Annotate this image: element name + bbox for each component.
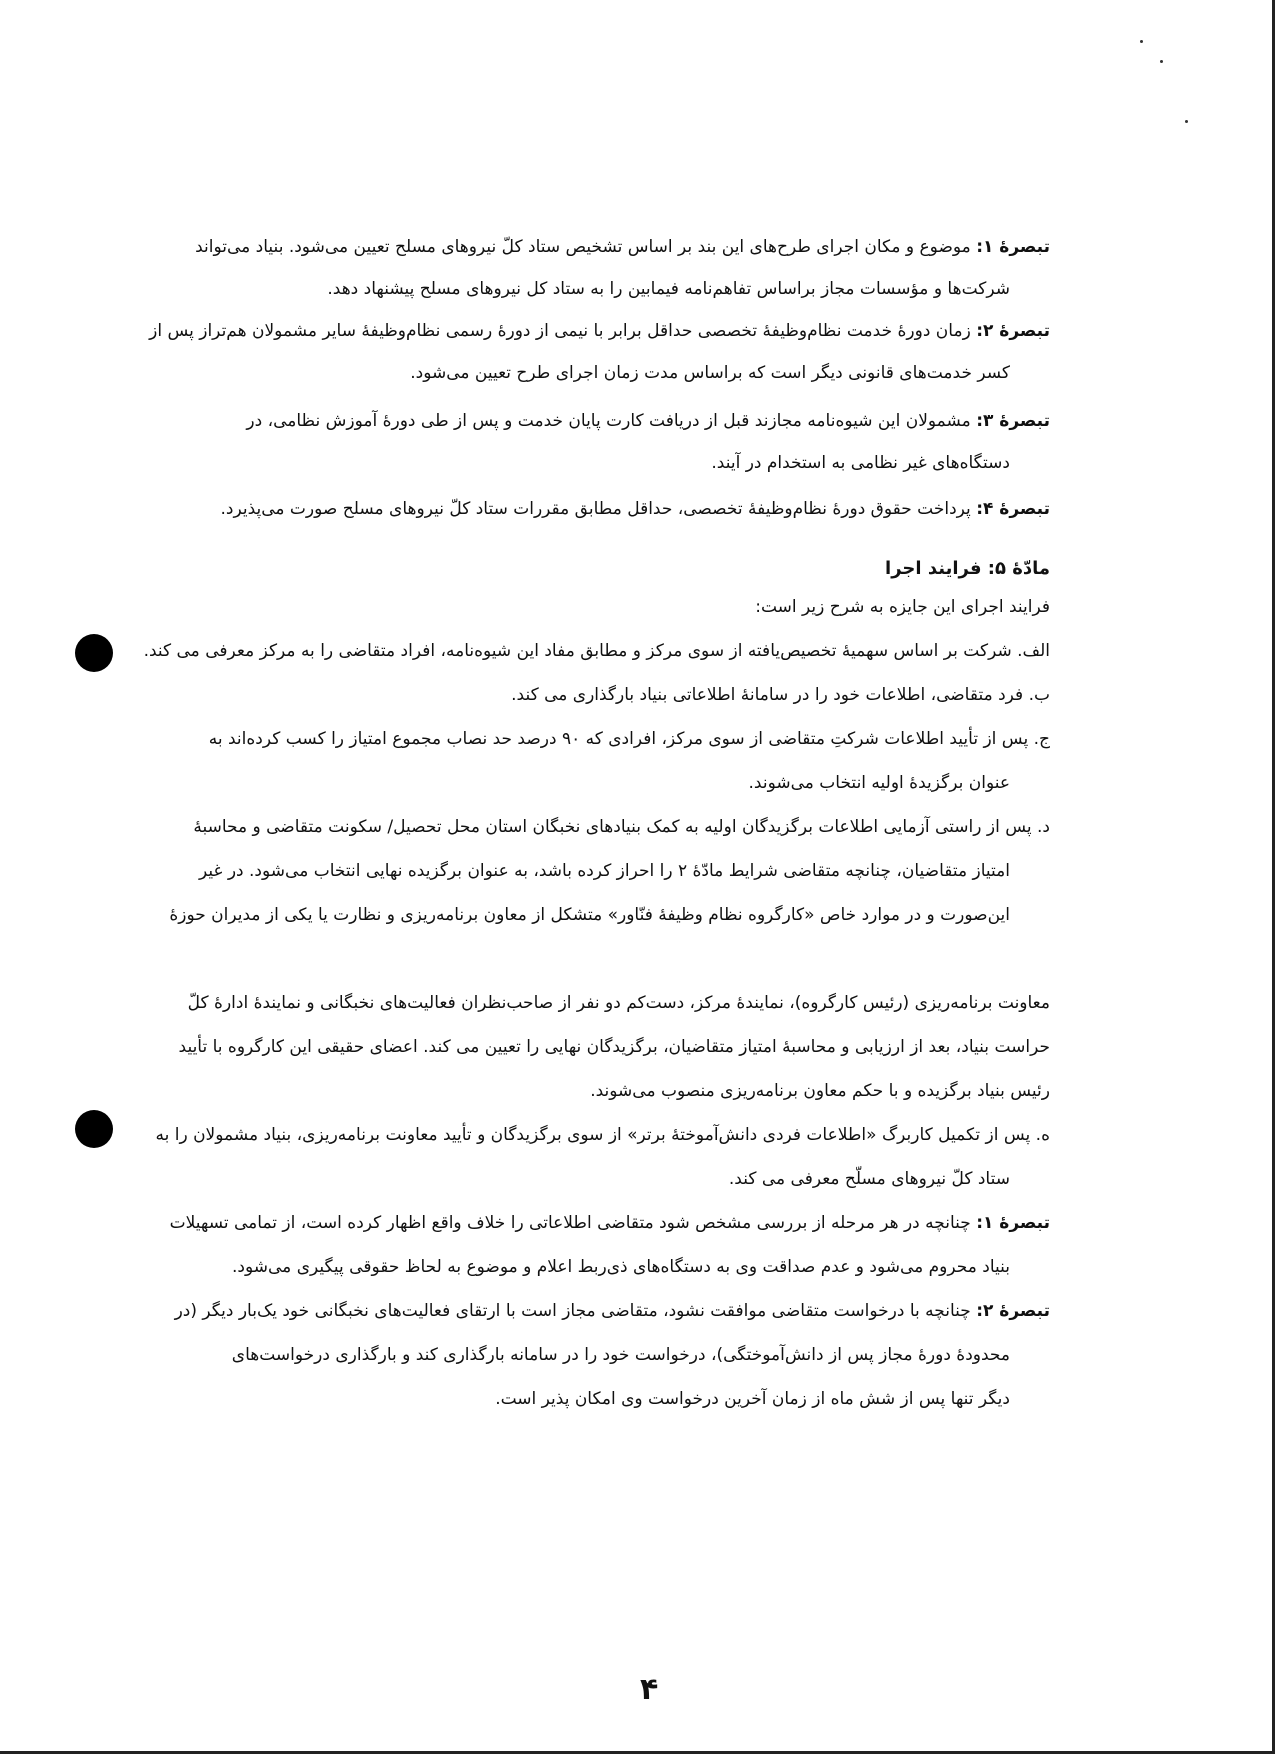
item-dal-line-3: این‌صورت و در موارد خاص «کارگروه نظام وظیفهٔ فنّاور» متشکل از معاون برنامه‌ریزی و نظارت یا یکی از مدیران حوزهٔ — [169, 905, 1010, 925]
note-label: تبصرهٔ ۱: — [976, 1213, 1050, 1233]
note-3-line-2: دستگاه‌های غیر نظامی به استخدام در آیند. — [711, 453, 1010, 473]
note-1-line-1: تبصرهٔ ۱: موضوع و مکان اجرای طرح‌های این بند بر اساس تشخیص ستاد کلّ نیروهای مسلح تعیین می‌شود. بنیاد می‌تواند — [195, 237, 1050, 257]
note-label: تبصرهٔ ۲: — [976, 1301, 1050, 1321]
note-2-line-1: تبصرهٔ ۲: زمان دورهٔ خدمت نظام‌وظیفهٔ تخصصی حداقل برابر با نیمی از دورهٔ رسمی نظام‌وظیفهٔ سایر مشمولان هم‌تراز پس از — [149, 321, 1050, 341]
note-label: تبصرهٔ ۲: — [976, 321, 1050, 341]
note-2-line-2: کسر خدمت‌های قانونی دیگر است که براساس مدت زمان اجرای طرح تعیین می‌شود. — [410, 363, 1010, 383]
bottom-note-1-line-1: تبصرهٔ ۱: چنانچه در هر مرحله از بررسی مشخص شود متقاضی اطلاعاتی را خلاف واقع اظهار کرده است، از تمامی تسهیلات — [169, 1213, 1050, 1233]
bottom-note-2-line-2: محدودهٔ دورهٔ مجاز پس از دانش‌آموختگی)، درخواست خود را در سامانه بارگذاری کند و بارگذاری درخواست‌های — [231, 1345, 1010, 1365]
scan-speck — [1185, 120, 1188, 123]
item-dal-line-1: د. پس از راستی آزمایی اطلاعات برگزیدگان اولیه به کمک بنیادهای نخبگان استان محل تحصیل/ سکونت متقاضی و محاسبهٔ — [193, 817, 1050, 837]
note-4-line-1: تبصرهٔ ۴: پرداخت حقوق دورهٔ نظام‌وظیفهٔ تخصصی، حداقل مطابق مقررات ستاد کلّ نیروهای مسلح صورت می‌پذیرد. — [220, 499, 1050, 519]
scan-speck — [1140, 40, 1143, 43]
item-jim-line-2: عنوان برگزیدهٔ اولیه انتخاب می‌شوند. — [748, 773, 1010, 793]
punch-hole — [75, 1110, 113, 1148]
punch-hole — [75, 634, 113, 672]
bottom-note-2-line-3: دیگر تنها پس از شش ماه از زمان آخرین درخواست وی امکان پذیر است. — [495, 1389, 1010, 1409]
item-he-line-1: ه. پس از تکمیل کاربرگ «اطلاعات فردی دانش‌آموختهٔ برتر» از سوی برگزیدگان و تأیید معاونت برنامه‌ریزی، بنیاد مشمولان را به — [155, 1125, 1050, 1145]
item-he-line-2: ستاد کلّ نیروهای مسلّح معرفی می کند. — [728, 1169, 1010, 1189]
article-heading: مادّهٔ ۵: فرایند اجرا — [885, 558, 1050, 579]
note-label: تبصرهٔ ۴: — [976, 499, 1050, 519]
item-dal-line-5: معاونت برنامه‌ریزی (رئیس کارگروه)، نمایندهٔ مرکز، دست‌کم دو نفر از صاحب‌نظران فعالیت‌های نخبگانی و نمایندهٔ ادارهٔ کلّ — [187, 993, 1050, 1013]
scan-speck — [1160, 60, 1163, 63]
item-be: ب. فرد متقاضی، اطلاعات خود را در سامانهٔ اطلاعاتی بنیاد بارگذاری می کند. — [511, 685, 1050, 705]
bottom-note-2-line-1: تبصرهٔ ۲: چنانچه با درخواست متقاضی موافقت نشود، متقاضی مجاز است با ارتقای فعالیت‌های نخبگانی خود یک‌بار دیگر (در — [174, 1301, 1050, 1321]
note-label: تبصرهٔ ۱: — [976, 237, 1050, 257]
item-dal-line-2: امتیاز متقاضیان، چنانچه متقاضی شرایط مادّهٔ ۲ را احراز کرده باشد، به عنوان برگزیده نهایی انتخاب می‌شود. در غیر — [199, 861, 1010, 881]
page-number: ۴ — [640, 1672, 659, 1707]
article-intro: فرایند اجرای این جایزه به شرح زیر است: — [755, 597, 1050, 617]
note-label: تبصرهٔ ۳: — [976, 411, 1050, 431]
note-3-line-1: تبصرهٔ ۳: مشمولان این شیوه‌نامه مجازند قبل از دریافت کارت پایان خدمت و پس از طی دورهٔ آموزش نظامی، در — [246, 411, 1050, 431]
bottom-note-1-line-2: بنیاد محروم می‌شود و عدم صداقت وی به دستگاه‌های ذی‌ربط اعلام و موضوع به لحاظ حقوقی پیگیری می‌شود. — [232, 1257, 1010, 1277]
item-dal-line-7: رئیس بنیاد برگزیده و با حکم معاون برنامه‌ریزی منصوب می‌شوند. — [590, 1081, 1050, 1101]
item-dal-line-6: حراست بنیاد، بعد از ارزیابی و محاسبهٔ امتیاز متقاضیان، برگزیدگان نهایی را تعیین می کند. اعضای حقیقی این کارگروه با تأیید — [178, 1037, 1050, 1057]
note-1-line-2: شرکت‌ها و مؤسسات مجاز براساس تفاهم‌نامه فیمابین را به ستاد کل نیروهای مسلح پیشنهاد دهد. — [327, 279, 1010, 299]
item-alef: الف. شرکت بر اساس سهمیهٔ تخصیص‌یافته از سوی مرکز و مطابق مفاد این شیوه‌نامه، افراد متقاضی را به مرکز معرفی می کند. — [143, 641, 1050, 661]
item-jim-line-1: ج. پس از تأیید اطلاعات شرکتِ متقاضی از سوی مرکز، افرادی که ۹۰ درصد حد نصاب مجموع امتیاز را کسب کرده‌اند به — [208, 729, 1050, 749]
